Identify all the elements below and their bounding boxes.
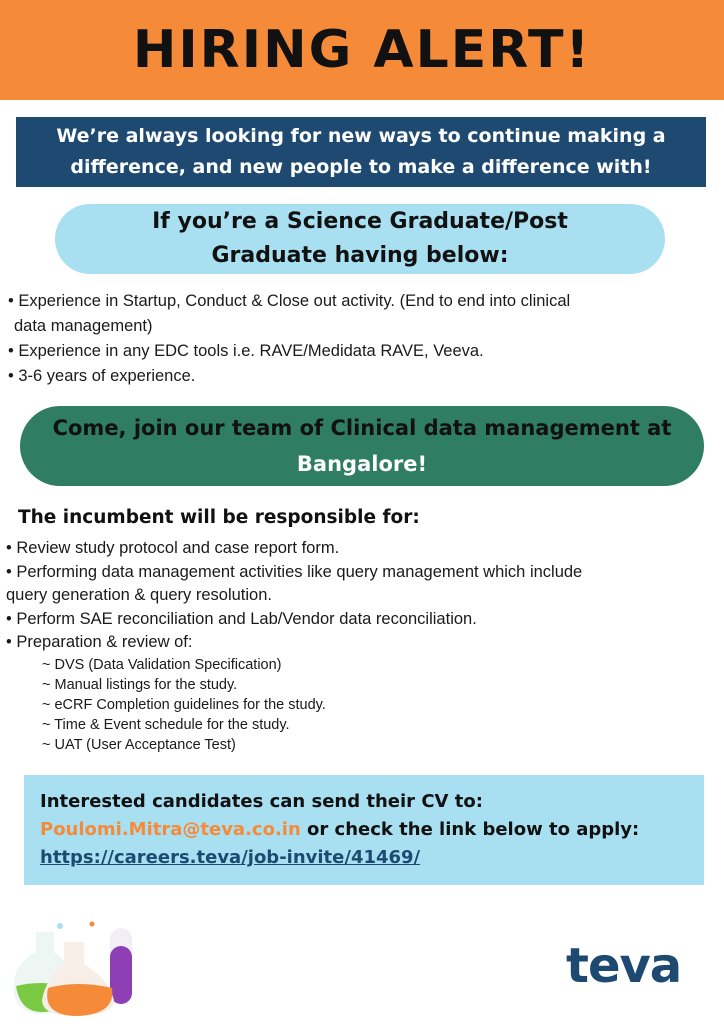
lab-flasks-icon xyxy=(14,918,139,1023)
list-item: • 3-6 years of experience. xyxy=(8,367,196,385)
join-pill xyxy=(20,406,704,486)
eligibility-line-2: Graduate having below: xyxy=(211,243,509,268)
list-item: • Perform SAE reconciliation and Lab/Vendor data reconciliation. xyxy=(6,609,477,628)
requirements-list xyxy=(8,289,713,389)
apply-line-2-rest: or check the link below to apply: xyxy=(300,819,640,840)
list-item: ~ UAT (User Acceptance Test) xyxy=(42,737,236,753)
careers-link[interactable]: https://careers.teva/job-invite/41469/ xyxy=(40,847,421,868)
intro-banner xyxy=(16,117,706,187)
email-link[interactable]: Poulomi.Mitra@teva.co.in xyxy=(40,819,301,840)
list-item: • Experience in any EDC tools i.e. RAVE/Medidata RAVE, Veeva. xyxy=(8,342,484,360)
list-item: • Review study protocol and case report form. xyxy=(6,539,340,557)
list-item: ~ Manual listings for the study. xyxy=(42,677,238,693)
list-item: • Performing data management activities like query management which include xyxy=(6,562,583,581)
page-title: HIRING ALERT! xyxy=(132,20,592,80)
preparation-sublist xyxy=(42,655,326,755)
intro-line-1: We’re always looking for new ways to continue making a xyxy=(56,125,666,147)
join-location: Bangalore! xyxy=(296,452,428,476)
header-bar xyxy=(0,0,724,100)
responsibilities-heading: The incumbent will be responsible for: xyxy=(18,507,420,528)
list-item: • Experience in Startup, Conduct & Close out activity. (End to end into clinical xyxy=(8,292,571,310)
join-line-1: Come, join our team of Clinical data management at xyxy=(52,416,672,440)
intro-line-2: difference, and new people to make a difference with! xyxy=(70,156,652,178)
list-item: data management) xyxy=(14,317,153,335)
apply-line-2 xyxy=(40,819,639,840)
teva-logo: teva xyxy=(566,938,682,994)
list-item: ~ DVS (Data Validation Specification) xyxy=(42,657,282,673)
list-item: • Preparation & review of: xyxy=(6,633,193,651)
eligibility-pill xyxy=(55,204,665,274)
apply-link-row xyxy=(40,847,420,868)
responsibilities-list xyxy=(6,537,718,655)
list-item: ~ eCRF Completion guidelines for the study. xyxy=(42,697,326,713)
apply-box xyxy=(24,775,704,885)
list-item: ~ Time & Event schedule for the study. xyxy=(42,717,290,733)
apply-line-1: Interested candidates can send their CV to: xyxy=(40,791,483,812)
list-item: query generation & query resolution. xyxy=(6,586,272,604)
eligibility-line-1: If you’re a Science Graduate/Post xyxy=(152,209,568,234)
